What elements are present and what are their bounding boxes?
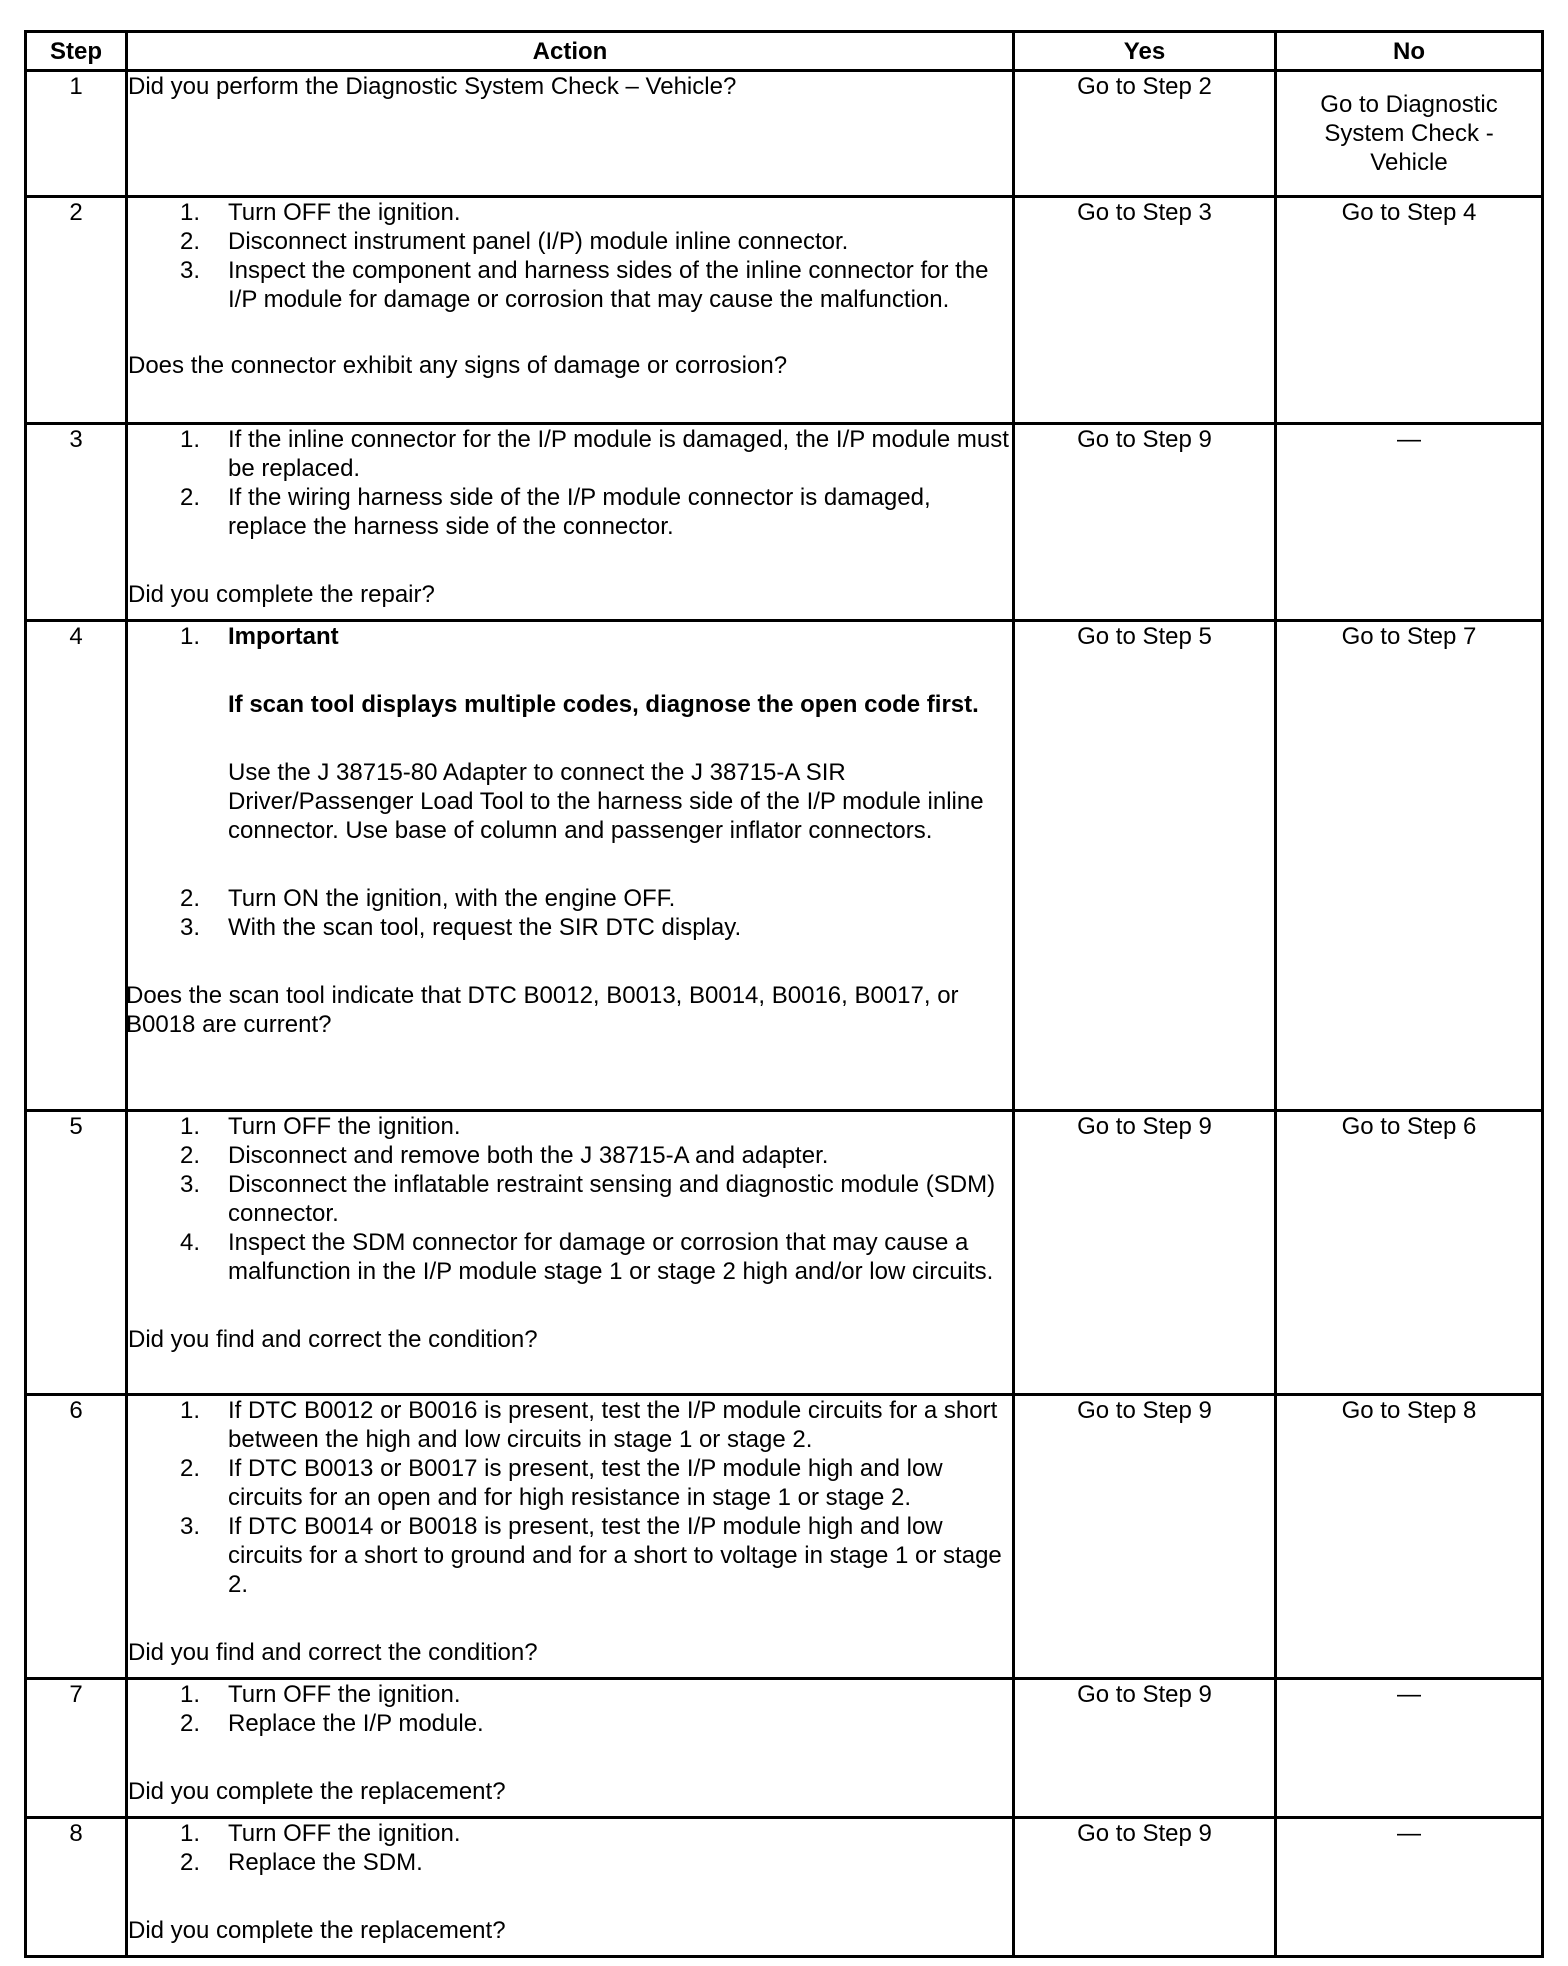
no-result-text: Go to Diagnostic System Check - Vehicle [1320,91,1498,176]
action-cell [127,197,1014,424]
list-item: 2. Disconnect and remove both the J 38715-A and adapter. [179,1142,829,1169]
step-number: 5 [26,1111,127,1395]
action-question: Did you find and correct the condition? [128,1326,538,1353]
table-row [26,1679,1543,1818]
step-number: 7 [26,1679,127,1818]
no-result-dash: — [1276,1679,1543,1818]
list-item: 2. Replace the I/P module. [179,1710,484,1737]
yes-result: Go to Step 3 [1014,197,1276,424]
action-cell [127,71,1014,197]
yes-result: Go to Step 9 [1014,1111,1276,1395]
header-yes: Yes [1014,32,1276,71]
list-item: 1. Turn OFF the ignition. [179,1681,461,1708]
action-cell [127,1111,1014,1395]
step-number: 4 [26,621,127,1111]
table-row [26,1111,1543,1395]
list-item: 3. With the scan tool, request the SIR DTC display. [179,914,742,941]
action-list [128,622,1012,942]
yes-result: Go to Step 9 [1014,1818,1276,1957]
list-item: 2. If DTC B0013 or B0017 is present, test the I/P module high and low circuits for an open and for high resistance in stage 1 or stage 2. [179,1455,943,1511]
list-item: 1. Turn OFF the ignition. [179,1113,461,1140]
action-question: Did you complete the replacement? [128,1778,506,1805]
action-cell [127,424,1014,621]
action-question: Did you perform the Diagnostic System Check – Vehicle? [128,73,737,100]
list-item: 3. Disconnect the inflatable restraint sensing and diagnostic module (SDM) connector. [179,1171,996,1227]
table-row [26,197,1543,424]
yes-result: Go to Step 9 [1014,424,1276,621]
no-result-dash: — [1276,424,1543,621]
yes-result: Go to Step 9 [1014,1679,1276,1818]
action-cell [127,1818,1014,1957]
action-question: Does the scan tool indicate that DTC B0012, B0013, B0014, B0016, B0017, or B0018 are current? [126,982,959,1038]
list-item: 2. Turn ON the ignition, with the engine OFF. [179,885,676,912]
action-cell [127,621,1014,1111]
action-list [128,1819,1012,1877]
table-row [26,71,1543,197]
list-item: 2. If the wiring harness side of the I/P module connector is damaged, replace the harness side of the connector. [179,484,931,540]
list-item: 2. Disconnect instrument panel (I/P) module inline connector. [179,228,849,255]
action-question: Did you complete the replacement? [128,1917,506,1944]
action-question: Did you find and correct the condition? [128,1639,538,1666]
list-item: 1. Turn OFF the ignition. [179,1820,461,1847]
step-instruction: Use the J 38715-80 Adapter to connect the J 38715-A SIR Driver/Passenger Load Tool to the harness side of the I/P module inline connector. Use base of column and passenger inflator connectors. [228,759,984,844]
yes-result: Go to Step 5 [1014,621,1276,1111]
list-item: 3. If DTC B0014 or B0018 is present, test the I/P module high and low circuits for a short to ground and for a short to voltage in stage 1 or stage 2. [179,1513,1002,1598]
header-row [26,32,1543,71]
important-label: Important [228,623,339,650]
action-cell [127,1679,1014,1818]
important-note: If scan tool displays multiple codes, diagnose the open code first. [228,691,979,718]
list-item: 1. If the inline connector for the I/P module is damaged, the I/P module must be replaced. [179,426,1009,482]
no-result-dash: — [1276,1818,1543,1957]
action-list [128,1680,1012,1738]
action-list [128,1396,1012,1599]
no-result: Go to Step 7 [1276,621,1543,1111]
list-item: 1. Important If scan tool displays multiple codes, diagnose the open code first. Use the J 38715-80 Adapter to connect the J 38715-A SIR Driver/Passenger Load Tool to the harness side of the I/P module inline connector. Use base of column and passenger inflator connectors. [128,622,1012,884]
action-list [128,198,1012,314]
action-list [128,425,1012,541]
table-row [26,1818,1543,1957]
header-no: No [1276,32,1543,71]
header-step: Step [26,32,127,71]
no-result: Go to Step 8 [1276,1395,1543,1679]
step-number: 1 [26,71,127,197]
list-item: 4. Inspect the SDM connector for damage or corrosion that may cause a malfunction in the I/P module stage 1 or stage 2 high and/or low circuits. [179,1229,994,1285]
step-number: 6 [26,1395,127,1679]
action-question: Did you complete the repair? [128,581,435,608]
header-action: Action [127,32,1014,71]
yes-result: Go to Step 9 [1014,1395,1276,1679]
action-cell [127,1395,1014,1679]
list-item: 3. Inspect the component and harness sides of the inline connector for the I/P module for damage or corrosion that may cause the malfunction. [179,257,989,313]
no-result [1276,71,1543,197]
diagnostic-table [24,30,1544,1958]
step-number: 3 [26,424,127,621]
table-row [26,621,1543,1111]
action-list [128,1112,1012,1286]
list-item: 1. If DTC B0012 or B0016 is present, test the I/P module circuits for a short between the high and low circuits in stage 1 or stage 2. [179,1397,998,1453]
step-number: 8 [26,1818,127,1957]
action-question: Does the connector exhibit any signs of damage or corrosion? [128,352,788,379]
list-item: 2. Replace the SDM. [179,1849,423,1876]
no-result: Go to Step 6 [1276,1111,1543,1395]
yes-result: Go to Step 2 [1014,71,1276,197]
table-row [26,424,1543,621]
no-result: Go to Step 4 [1276,197,1543,424]
step-number: 2 [26,197,127,424]
table-row [26,1395,1543,1679]
list-item: 1. Turn OFF the ignition. [179,199,461,226]
